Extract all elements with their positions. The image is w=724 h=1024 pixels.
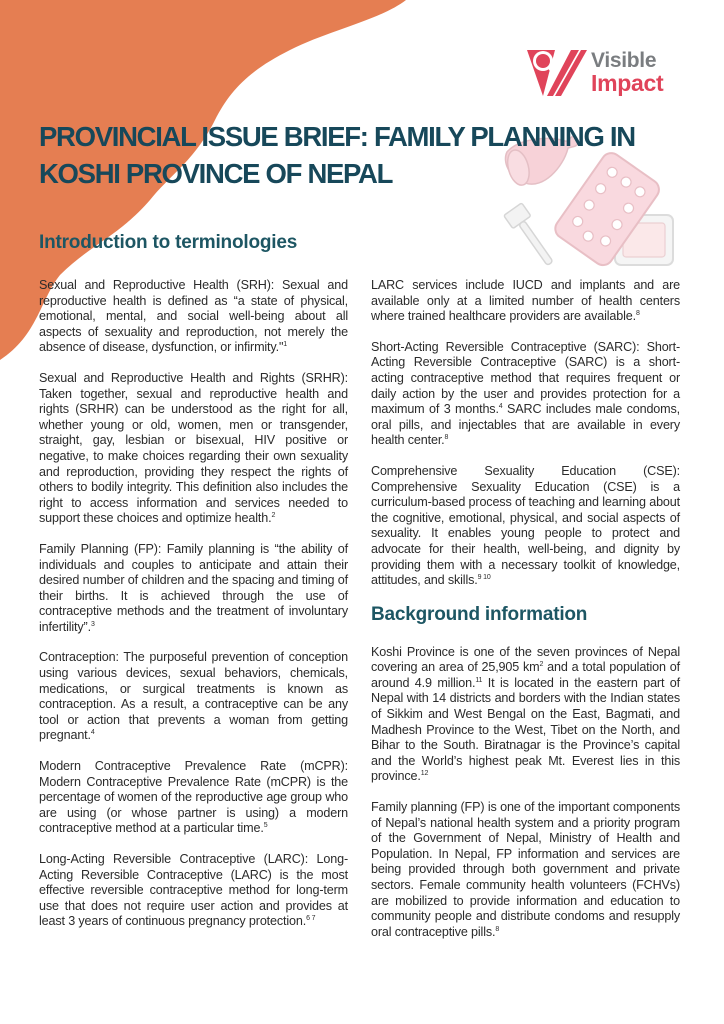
paragraph-family-planning: Family Planning (FP): Family planning is “the ability of individuals and couples to anticipate and attain their desired number of children and the spacing and timing of their births. It is achieved through the use of contraceptive methods and the treatment of involuntary infertility”.$^3$: [39, 541, 348, 634]
logo-text-visible: Visible: [591, 48, 657, 72]
paragraph-contraception: Contraception: The purposeful prevention of conception using various devices, sexual behaviors, chemicals, medications, or surgical treatments is known as contraception. As a result, a contraceptive can be any tool or action that prevents a woman from getting pregnant.$^4$: [39, 650, 348, 743]
visible-impact-logo-icon: [525, 46, 587, 98]
section-heading-introduction: Introduction to terminologies: [39, 232, 298, 253]
paragraph-sarc: Short-Acting Reversible Contraceptive (SARC): Short-Acting Reversible Contraceptive (SARC) is a short-acting contraceptive method that requires frequent or daily action by the user and provides protection for a maximum of 3 months.$^4$ SARC includes male condoms, oral pills, and injectables that are available in every health center.$^8$: [371, 339, 680, 448]
paragraph-larc: Long-Acting Reversible Contraceptive (LARC): Long-Acting Reversible Contraceptive (LARC) is the most effective reversible contraceptive method for long-term use that does not require user action and provides at least 3 years of continuous pregnancy protection.$^{6 7}$: [39, 852, 348, 929]
paragraph-srhr: Sexual and Reproductive Health and Rights (SRHR): Taken together, sexual and reproductive health and rights (SRHR) can be understood as the right for all, whether young or old, women, men or transgender, straight, gay, lesbian or bisexual, HIV positive or negative, to make choices regarding their own sexuality and reproduction, providing they respect the rights of others to bodily integrity. This definition also includes the right to access information and services needed to support these choices and optimize health.$^2$: [39, 370, 348, 526]
paragraph-koshi-province: Koshi Province is one of the seven provinces of Nepal covering an area of 25,905 $km^2$ and a total population of around 4.9 million.$^{11}$ It is located in the eastern part of Nepal with 14 districts and borders with the Indian states of Sikkim and West Bengal on the East, Bagmati, and Madhesh Province to the West, Tibet on the North, and Bihar to the South. Biratnagar is the Province’s capital and the World’s highest peak Mt. Everest lies in this province.$^{12}$: [371, 644, 680, 784]
paragraph-fp-nepal: Family planning (FP) is one of the important components of Nepal’s national health system and a priority program of the Government of Nepal, Ministry of Health and Population. In Nepal, FP information and services are being provided through both government and private sectors. Female community health volunteers (FCHVs) are mobilized to provide information and education to community people and distribute condoms and resupply oral contraceptive pills.$^8$: [371, 800, 680, 939]
paragraph-larc-services: LARC services include IUCD and implants and are available only at a limited number of health centers where trained healthcare providers are available.$^8$: [371, 278, 680, 324]
visible-impact-logo: [525, 42, 705, 102]
paragraph-mcpr: Modern Contraceptive Prevalence Rate (mCPR): Modern Contraceptive Prevalence Rate (mCPR) is the percentage of women of the reproductive age group who are using (or whose partner is using) a modern contraceptive method at a particular time.$^5$: [39, 759, 348, 836]
logo-text-impact: Impact: [591, 69, 664, 96]
left-column: [39, 278, 348, 945]
right-column: [371, 278, 680, 955]
paragraph-cse: Comprehensive Sexuality Education (CSE): Comprehensive Sexuality Education (CSE) is a curriculum-based process of teaching and learning about the cognitive, emotional, physical, and social aspects of sexuality. It enables young people to protect and advocate for their health, well-being, and dignity by providing them with a necessary toolkit of knowledge, attitudes, and skills.$^{9 10}$: [371, 463, 680, 588]
section-heading-background: Background information: [371, 603, 588, 625]
document-title: PROVINCIAL ISSUE BRIEF: FAMILY PLANNING IN KOSHI PROVINCE OF NEPAL: [39, 121, 635, 189]
paragraph-srh: Sexual and Reproductive Health (SRH): Sexual and reproductive health is defined as “a state of physical, emotional, mental, and social well-being about all aspects of sexuality and reproduction, not merely the absence of disease, dysfunction, or infirmity."$^1$: [39, 278, 348, 355]
